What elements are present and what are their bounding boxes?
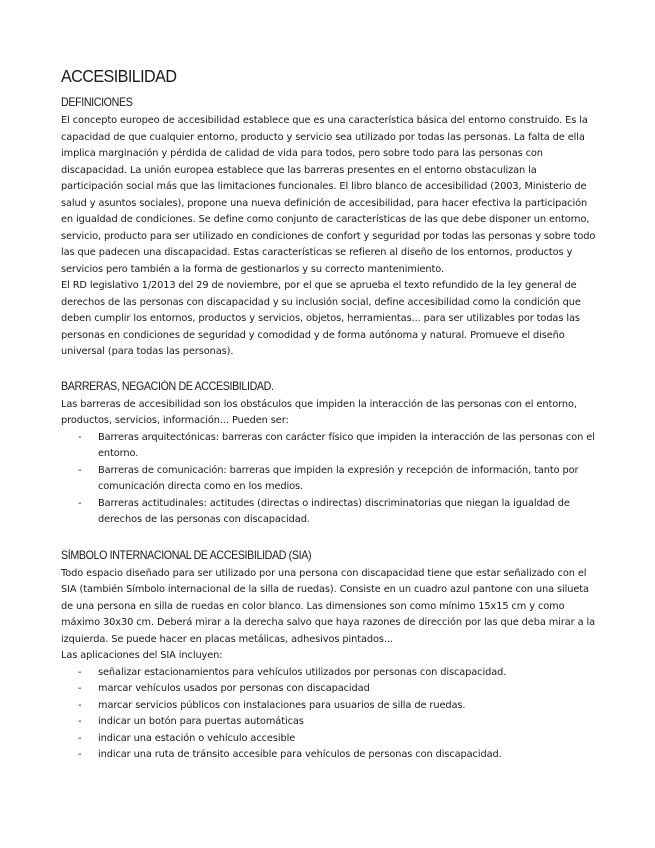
paragraph: Las barreras de accesibilidad son los obstáculos que impiden la interacción de las personas con el entorno, productos, servicios, información... Pueden ser: [61,398,577,426]
paragraph: El RD legislativo 1/2013 del 29 de noviembre, por el que se aprueba el texto refundido de la ley general de derechos de las personas con discapacidad y su inclusión social, define accesibilidad como la condición que deben cumplir los entornos, productos y servicios, objetos, herramientas... para ser utilizables por todas las personas en condiciones de seguridad y comodidad y de forma autónoma y natural. Promueve el diseño universal (para todas las personas). [61,280,581,357]
paragraph: Todo espacio diseñado para ser utilizado por una persona con discapacidad tiene que estar señalizado con el SIA (también Símbolo internacional de la silla de ruedas). Consiste en un cuadro azul pantone con una silueta de una persona en silla de ruedas en color blanco. Las dimensiones son como mínimo 15x15 cm y como máximo 30x30 cm. Deberá mirar a la derecha salvo que haya razones de dirección por las que deba mirar a la izquierda. Se puede hacer en placas metálicas, adhesivos pintados... [61,567,596,645]
page-title: ACCESIBILIDAD [61,66,177,86]
list-item: - Barreras de comunicación: barreras que impiden la expresión y recepción de información, tanto por comunicación directa como en los medios. [61,463,601,496]
section-heading-sia: SÍMBOLO INTERNACIONAL DE ACCESIBILIDAD (SIA) [61,548,312,562]
section-heading-barreras: BARRERAS, NEGACIÓN DE ACCESIBILIDAD. [61,379,274,393]
list-item: - marcar servicios públicos con instalaciones para usuarios de silla de ruedas. [61,698,601,715]
barriers-list [61,430,601,529]
list-item: - indicar una estación o vehículo accesible [61,731,601,748]
section-heading-definiciones: DEFINICIONES [61,96,133,109]
list-item: - indicar una ruta de tránsito accesible para vehículos de personas con discapacidad. [61,747,601,764]
paragraph: El concepto europeo de accesibilidad establece que es una característica básica del entorno construido. Es la capacidad de que cualquier entorno, producto y servicio sea utilizado por todas las personas. La falta de ella implica marginación y pérdida de calidad de vida para todos, pero sobre todo para las personas con discapacidad. La unión europea establece que las barreras presentes en el entorno obstaculizan la participación social más que las limitaciones funcionales. El libro blanco de accesibilidad (2003, Ministerio de salud y asuntos sociales), propone una nueva definición de accesibilidad, para hacer efectiva la participación en igualdad de condiciones. Se define como conjunto de características de las que debe disponer un entorno, servicio, producto para ser utilizado en condiciones de confort y seguridad por todas las personas y sobre todo las que padecen una discapacidad. Estas características se refieren al diseño de los entornos, productos y servicios pero también a la forma de gestionarlos y su correcto mantenimiento. [61,115,596,275]
list-item: - señalizar estacionamientos para vehículos utilizados por personas con discapacidad. [61,665,601,682]
list-item: - Barreras arquitectónicas: barreras con carácter físico que impiden la interacción de las personas con el entorno. [61,430,601,463]
list-intro: Las aplicaciones del SIA incluyen: [61,650,223,661]
list-item: - indicar un botón para puertas automáticas [61,714,601,731]
sia-applications-list [61,665,601,764]
list-item: - Barreras actitudinales: actitudes (directas o indirectas) discriminatorias que niegan la igualdad de derechos de las personas con discapacidad. [61,496,601,529]
document-content [61,66,601,764]
list-item: - marcar vehículos usados por personas con discapacidad [61,681,601,698]
